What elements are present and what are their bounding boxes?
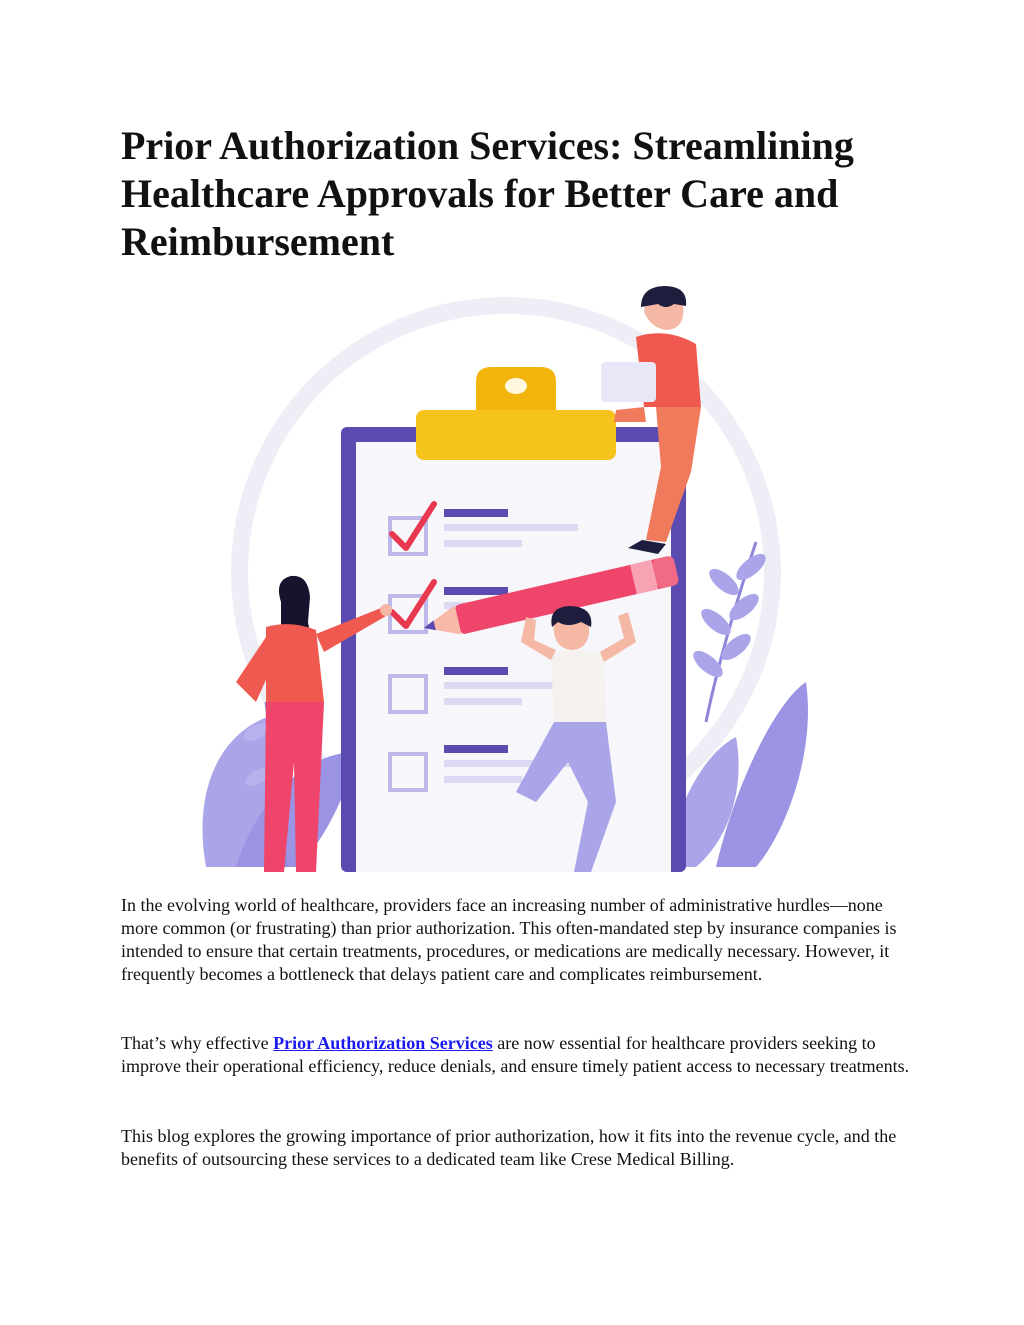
services-paragraph-lead: That’s why effective: [121, 1033, 274, 1053]
article-title: Prior Authorization Services: Streamlining Healthcare Approvals for Better Care and Reimbursement: [121, 123, 854, 264]
services-paragraph: [121, 1032, 911, 1078]
services-paragraph-rest: are now essential for healthcare providers seeking to improve their operational efficiency, reduce denials, and ensure timely patient access to necessary treatments.: [121, 1033, 910, 1076]
hero-illustration: [196, 282, 816, 872]
prior-authorization-services-link[interactable]: Prior Authorization Services: [273, 1033, 493, 1053]
clipboard: [341, 427, 686, 872]
blog-overview-paragraph: This blog explores the growing importance of prior authorization, how it fits into the revenue cycle, and the benefits of outsourcing these services to a dedicated team like Crese Medical Billing.: [121, 1126, 897, 1169]
intro-paragraph: In the evolving world of healthcare, providers face an increasing number of administrative hurdles—none more common (or frustrating) than prior authorization. This often-mandated step by insurance companies is intended to ensure that certain treatments, procedures, or medications are medically necessary. However, it frequently becomes a bottleneck that delays patient care and complicates reimbursement.: [121, 895, 897, 984]
